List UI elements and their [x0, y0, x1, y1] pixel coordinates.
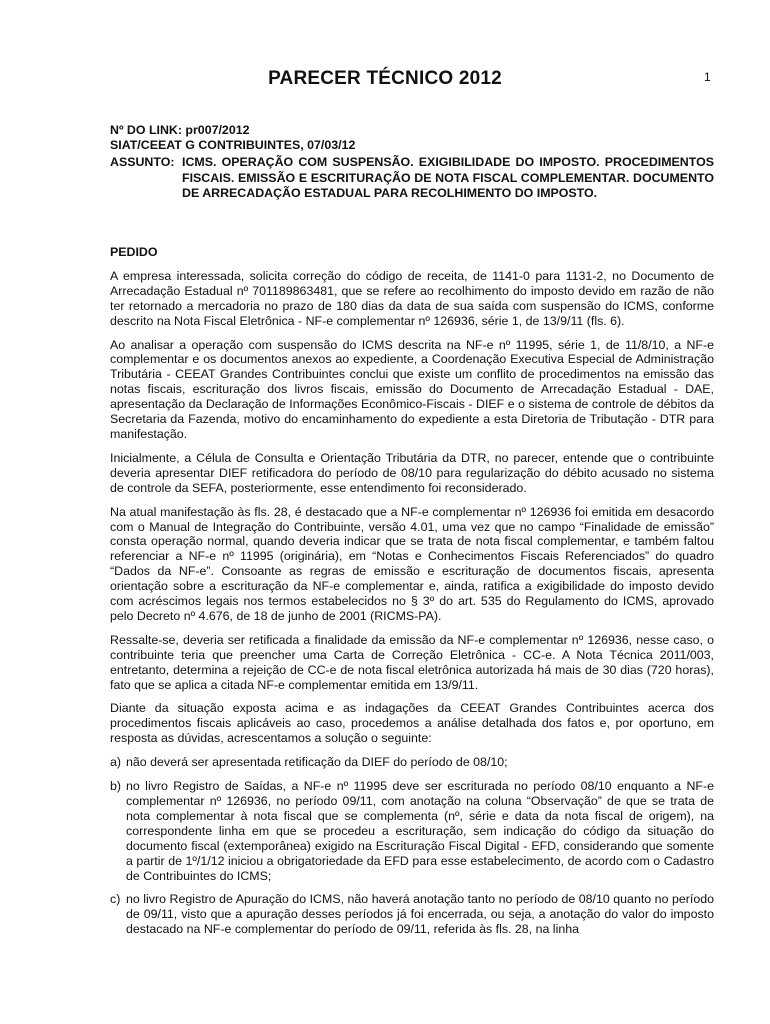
subject-block: [110, 155, 714, 202]
paragraph: A empresa interessada, solicita correção do código de receita, de 1141-0 para 1131-2, no Documento de Arrecadação Estadual nº 701189863481, que se refere ao recolhimento do imposto devido em razão de não ter retornado a mercadoria no prazo de 180 dias da data de sua saída com suspensão do ICMS, conforme descrito na Nota Fiscal Eletrônica - NF-e complementar nº 126936, série 1, de 13/9/11 (fls. 6).: [110, 268, 714, 328]
list-marker: b): [110, 779, 122, 794]
list-item-text: no livro Registro de Saídas, a NF-e nº 11995 deve ser escriturada no período 08/10 enquanto a NF-e complementar nº 126936, no período 09/11, com anotação na coluna “Observação” de que se trata de nota complementar à nota fiscal que se complementa (nº, série e data da nota fiscal de origem), na correspondente linha em que se procedeu a escrituração, sem indicação do código da situação do documento fiscal (extemporânea) exigido na Escrituração Fiscal Digital - EFD, considerando que somente a partir de 1º/1/12 iniciou a obrigatoriedade da EFD para esse estabelecimento, de acordo com o Cadastro de Contribuintes do ICMS;: [126, 779, 714, 883]
link-number-line: Nº DO LINK: pr007/2012: [110, 123, 250, 137]
list-item: [110, 892, 714, 937]
siat-line: SIAT/CEEAT G CONTRIBUINTES, 07/03/12: [110, 138, 356, 152]
section-heading-pedido: PEDIDO: [110, 245, 158, 259]
paragraph: Na atual manifestação às fls. 28, é destacado que a NF-e complementar nº 126936 foi emitida em desacordo com o Manual de Integração do Contribuinte, versão 4.01, uma vez que no campo “Finalidade de emissão” consta operação normal, quando deveria indicar que se trata de nota fiscal complementar, e também faltou referenciar a NF-e nº 11995 (originária), em “Notas e Conhecimentos Fiscais Referenciados” do quadro “Dados da NF-e”. Consoante as regras de emissão e escrituração de documentos fiscais, apresenta orientação sobre a escrituração da NF-e complementar e, ainda, ratifica a exigibilidade do imposto devido com acréscimos legais nos termos estabelecidos no § 3º do art. 535 do Regulamento do ICMS, aprovado pelo Decreto nº 4.676, de 18 de junho de 2001 (RICMS-PA).: [110, 504, 714, 623]
document-body: [110, 245, 714, 946]
paragraph: Ao analisar a operação com suspensão do ICMS descrita na NF-e nº 11995, série 1, de 11/8/10, a NF-e complementar e os documentos anexos ao expediente, a Coordenação Executiva Especial de Administração Tributária - CEEAT Grandes Contribuintes conclui que existe um conflito de procedimentos na emissão das notas fiscais, escrituração dos livros fiscais, emissão do Documento de Arrecadação Estadual - DAE, apresentação da Declaração de Informações Econômico-Fiscais - DIEF e o sistema de controle de débitos da Secretaria da Fazenda, motivo do encaminhamento do expediente a esta Diretoria de Tributação - DTR para manifestação.: [110, 337, 714, 441]
document-header-block: [110, 123, 714, 202]
list-item-text: não deverá ser apresentada retificação da DIEF do período de 08/10;: [126, 755, 508, 770]
paragraph: Ressalte-se, deveria ser retificada a finalidade da emissão da NF-e complementar nº 126936, nesse caso, o contribuinte teria que preencher uma Carta de Correção Eletrônica - CC-e. A Nota Técnica 2011/003, entretanto, determina a rejeição de CC-e de nota fiscal eletrônica autorizada há mais de 30 dias (720 horas), fato que se aplica a citada NF-e complementar emitida em 13/9/11.: [110, 632, 714, 692]
list-item: [110, 755, 714, 770]
subject-label: ASSUNTO:: [110, 155, 175, 169]
list-marker: a): [110, 755, 122, 770]
page-number: 1: [704, 70, 711, 84]
list-item-text: no livro Registro de Apuração do ICMS, não haverá anotação tanto no período de 08/10 quanto no período de 09/11, visto que a apuração desses períodos já foi encerrada, ou seja, a anotação do valor do imposto destacado na NF-e complementar do período de 09/11, referida às fls. 28, na linha: [126, 892, 714, 937]
paragraph: Diante da situação exposta acima e as indagações da CEEAT Grandes Contribuintes acerca dos procedimentos fiscais aplicáveis ao caso, procedemos a análise detalhada dos fatos e, por oportuno, em resposta as dúvidas, acrescentamos a solução o seguinte:: [110, 701, 714, 746]
document-title: PARECER TÉCNICO 2012: [268, 68, 502, 89]
list-item: [110, 779, 714, 883]
list-marker: c): [110, 892, 121, 907]
subject-text: ICMS. OPERAÇÃO COM SUSPENSÃO. EXIGIBILIDADE DO IMPOSTO. PROCEDIMENTOS FISCAIS. EMISSÃO E ESCRITURAÇÃO DE NOTA FISCAL COMPLEMENTAR. DOCUMENTO DE ARRECADAÇÃO ESTADUAL PARA RECOLHIMENTO DO IMPOSTO.: [182, 155, 714, 200]
paragraph: Inicialmente, a Célula de Consulta e Orientação Tributária da DTR, no parecer, entende que o contribuinte deveria apresentar DIEF retificadora do período de 08/10 para regularização do débito acusado no sistema de controle da SEFA, posteriormente, esse entendimento foi reconsiderado.: [110, 450, 714, 495]
